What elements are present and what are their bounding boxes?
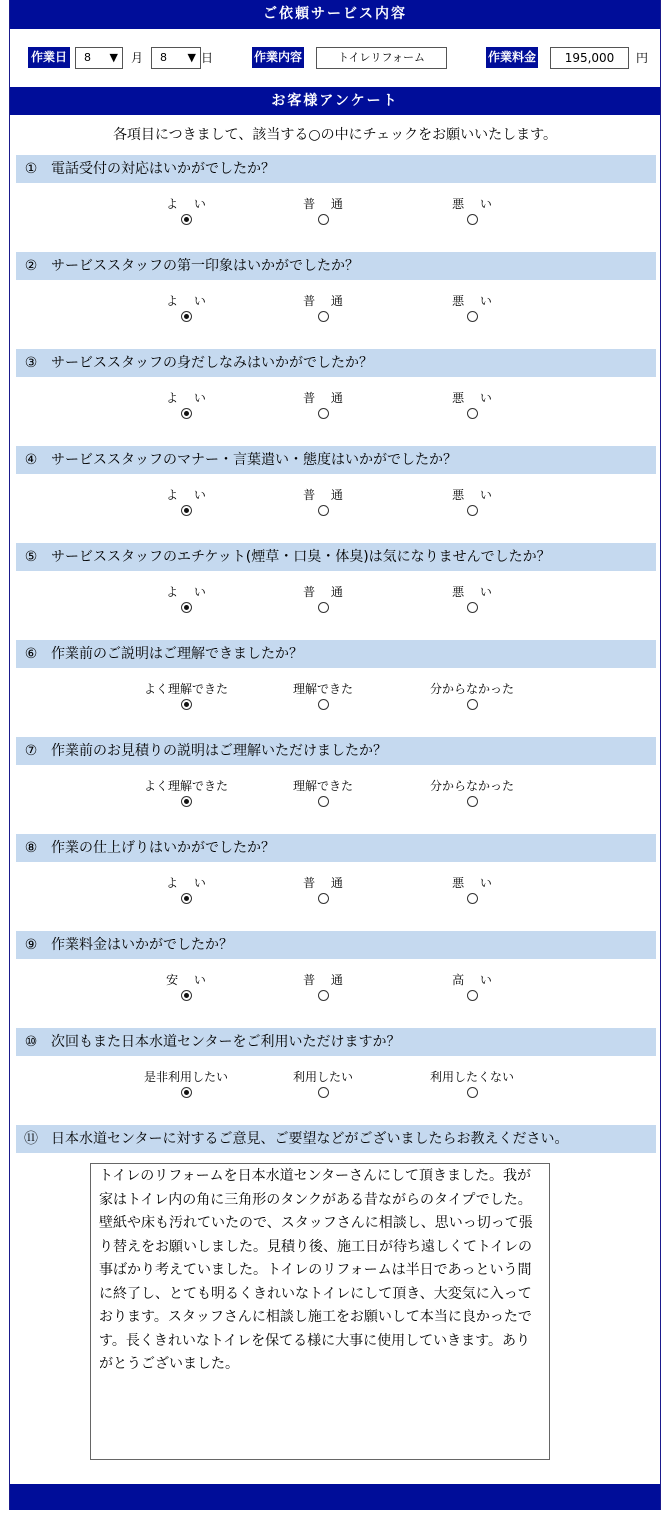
answer-option[interactable] [422, 585, 522, 613]
answer-option[interactable] [273, 973, 373, 1001]
radio-button[interactable] [467, 893, 478, 904]
answer-option[interactable] [422, 973, 522, 1001]
answer-option[interactable] [136, 779, 236, 807]
answer-option-label: 分からなかった [429, 779, 514, 793]
question-number: ⑥ [24, 646, 38, 662]
answer-option[interactable] [273, 682, 373, 710]
question-number: ⑦ [24, 743, 38, 759]
answer-option-label: 利用したくない [429, 1070, 514, 1084]
question-text: 作業前のご説明はご理解できましたか？ [51, 646, 303, 662]
answer-option[interactable] [422, 197, 522, 225]
answer-option[interactable] [136, 197, 236, 225]
question-11 [16, 1125, 656, 1153]
answer-option[interactable] [422, 876, 522, 904]
answer-option-label: よ い [166, 391, 212, 405]
answer-option-label: 利用したい [292, 1070, 353, 1084]
answer-option[interactable] [136, 876, 236, 904]
answer-option[interactable] [422, 488, 522, 516]
survey-header: お客様アンケート [10, 87, 660, 115]
answer-option-label: 是非利用したい [143, 1070, 228, 1084]
answer-option[interactable] [136, 585, 236, 613]
question-text: 次回もまた日本水道センターをご利用いただけますか？ [51, 1034, 401, 1050]
radio-button[interactable] [467, 602, 478, 613]
day-value: 8 [160, 51, 167, 64]
question-6 [16, 640, 656, 668]
answer-option-label: 普 通 [303, 876, 349, 890]
radio-button[interactable] [181, 602, 192, 613]
question-7 [16, 737, 656, 765]
radio-button[interactable] [318, 214, 329, 225]
radio-button[interactable] [318, 990, 329, 1001]
radio-button[interactable] [318, 893, 329, 904]
radio-button[interactable] [318, 311, 329, 322]
answer-option[interactable] [273, 294, 373, 322]
day-select[interactable] [151, 47, 201, 69]
answer-option[interactable] [422, 779, 522, 807]
answer-option-label: よ い [166, 585, 212, 599]
radio-button[interactable] [467, 1087, 478, 1098]
answer-option-label: よ い [166, 294, 212, 308]
question-text: 電話受付の対応はいかがでしたか？ [51, 161, 275, 177]
answer-option-label: 悪 い [452, 294, 498, 308]
question-4 [16, 446, 656, 474]
answer-option[interactable] [422, 682, 522, 710]
question-number: ④ [24, 452, 38, 468]
radio-button[interactable] [181, 893, 192, 904]
work-fee-field[interactable]: 195,000 [550, 47, 629, 69]
radio-button[interactable] [181, 214, 192, 225]
radio-button[interactable] [467, 796, 478, 807]
comment-textarea[interactable]: トイレのリフォームを日本水道センターさんにして頂きました。我が家はトイレ内の角に三角形のタンクがある昔ながらのタイプでした。壁紙や床も汚れていたので、スタッフさんに相談し、思いっ切って張り替えをお願いしました。見積り後、施工日が待ち遠しくてトイレの事ばかり考えていました。トイレのリフォームは半日であっという間に終了し、とても明るくきれいなトイレにして頂き、大変気に入っております。スタッフさんに相談し施工をお願いして本当に良かったです。長くきれいなトイレを保てる様に大事に使用していきます。ありがとうございました。 [90, 1163, 550, 1460]
work-fee-label: 作業料金 [486, 47, 538, 68]
answer-option-label: 普 通 [303, 197, 349, 211]
answer-option-label: 悪 い [452, 585, 498, 599]
answer-option[interactable] [136, 973, 236, 1001]
answer-option-label: 悪 い [452, 488, 498, 502]
radio-button[interactable] [467, 214, 478, 225]
answer-option[interactable] [273, 876, 373, 904]
question-text: 作業前のお見積りの説明はご理解いただけましたか？ [51, 743, 387, 759]
answer-option-label: 悪 い [452, 391, 498, 405]
question-2 [16, 252, 656, 280]
answer-option-label: 普 通 [303, 488, 349, 502]
answer-option[interactable] [273, 585, 373, 613]
day-unit: 日 [201, 51, 214, 65]
answer-option-label: 安 い [166, 973, 212, 987]
answer-option-label: よく理解できた [143, 779, 228, 793]
radio-button[interactable] [181, 505, 192, 516]
answer-option[interactable] [273, 488, 373, 516]
radio-button[interactable] [318, 408, 329, 419]
answer-option-label: 理解できた [292, 682, 353, 696]
answer-option[interactable] [136, 294, 236, 322]
answer-option-label: 普 通 [303, 391, 349, 405]
answer-option-label: 悪 い [452, 197, 498, 211]
answer-option[interactable] [422, 1070, 522, 1098]
question-number: ① [24, 161, 38, 177]
radio-button[interactable] [181, 699, 192, 710]
answer-option-label: よく理解できた [143, 682, 228, 696]
work-content-label: 作業内容 [252, 47, 304, 68]
radio-button[interactable] [318, 1087, 329, 1098]
answer-option[interactable] [136, 1070, 236, 1098]
answer-option-label: 分からなかった [429, 682, 514, 696]
question-text: サービススタッフの第一印象はいかがでしたか？ [51, 258, 359, 274]
question-number: ③ [24, 355, 38, 371]
month-unit: 月 [131, 51, 144, 65]
chevron-down-icon: ▼ [187, 51, 196, 64]
radio-button[interactable] [318, 699, 329, 710]
chevron-down-icon: ▼ [109, 51, 118, 64]
radio-button[interactable] [181, 990, 192, 1001]
answer-option-label: よ い [166, 488, 212, 502]
answer-option[interactable] [422, 391, 522, 419]
question-number: ⑩ [24, 1034, 38, 1050]
work-content-field[interactable]: トイレリフォーム [316, 47, 447, 69]
question-number: ② [24, 258, 38, 274]
answer-option-label: 普 通 [303, 294, 349, 308]
question-text: 作業の仕上げりはいかがでしたか？ [51, 840, 275, 856]
radio-button[interactable] [318, 505, 329, 516]
answer-option[interactable] [422, 294, 522, 322]
answer-option-label: よ い [166, 197, 212, 211]
answer-option[interactable] [273, 391, 373, 419]
radio-button[interactable] [318, 796, 329, 807]
question-3 [16, 349, 656, 377]
radio-button[interactable] [181, 1087, 192, 1098]
survey-form [9, 0, 661, 1510]
question-number: ⑧ [24, 840, 38, 856]
radio-button[interactable] [181, 796, 192, 807]
answer-option[interactable] [136, 391, 236, 419]
month-select[interactable] [75, 47, 123, 69]
answer-option[interactable] [273, 197, 373, 225]
work-date-label: 作業日 [28, 47, 70, 68]
answer-option-label: 普 通 [303, 585, 349, 599]
answer-option[interactable] [273, 779, 373, 807]
question-number: ⑪ [24, 1131, 38, 1147]
question-text: サービススタッフのエチケット(煙草・口臭・体臭)は気になりませんでしたか？ [51, 549, 551, 565]
answer-option-label: 高 い [452, 973, 498, 987]
survey-instructions: 各項目につきまして、該当する○の中にチェックをお願いいたします。 [112, 127, 558, 143]
radio-button[interactable] [467, 699, 478, 710]
question-1 [16, 155, 656, 183]
radio-button[interactable] [467, 408, 478, 419]
fee-unit: 円 [636, 51, 649, 65]
radio-button[interactable] [181, 311, 192, 322]
answer-option[interactable] [136, 682, 236, 710]
radio-button[interactable] [181, 408, 192, 419]
question-5 [16, 543, 656, 571]
month-value: 8 [84, 51, 91, 64]
question-number: ⑤ [24, 549, 38, 565]
footer-bar [10, 1484, 660, 1510]
answer-option[interactable] [273, 1070, 373, 1098]
answer-option-label: 普 通 [303, 973, 349, 987]
answer-option-label: 悪 い [452, 876, 498, 890]
order-info-row [10, 46, 660, 70]
service-details-header: ご依頼サービス内容 [10, 0, 660, 29]
question-number: ⑨ [24, 937, 38, 953]
answer-option[interactable] [136, 488, 236, 516]
question-10 [16, 1028, 656, 1056]
radio-button[interactable] [318, 602, 329, 613]
question-text: サービススタッフのマナー・言葉遣い・態度はいかがでしたか？ [51, 452, 457, 468]
radio-button[interactable] [467, 311, 478, 322]
question-9 [16, 931, 656, 959]
radio-button[interactable] [467, 505, 478, 516]
question-text: 日本水道センターに対するご意見、ご要望などがございましたらお教えください。 [51, 1131, 569, 1147]
answer-option-label: よ い [166, 876, 212, 890]
question-text: 作業料金はいかがでしたか？ [51, 937, 233, 953]
answer-option-label: 理解できた [292, 779, 353, 793]
radio-button[interactable] [467, 990, 478, 1001]
question-text: サービススタッフの身だしなみはいかがでしたか？ [51, 355, 373, 371]
question-8 [16, 834, 656, 862]
